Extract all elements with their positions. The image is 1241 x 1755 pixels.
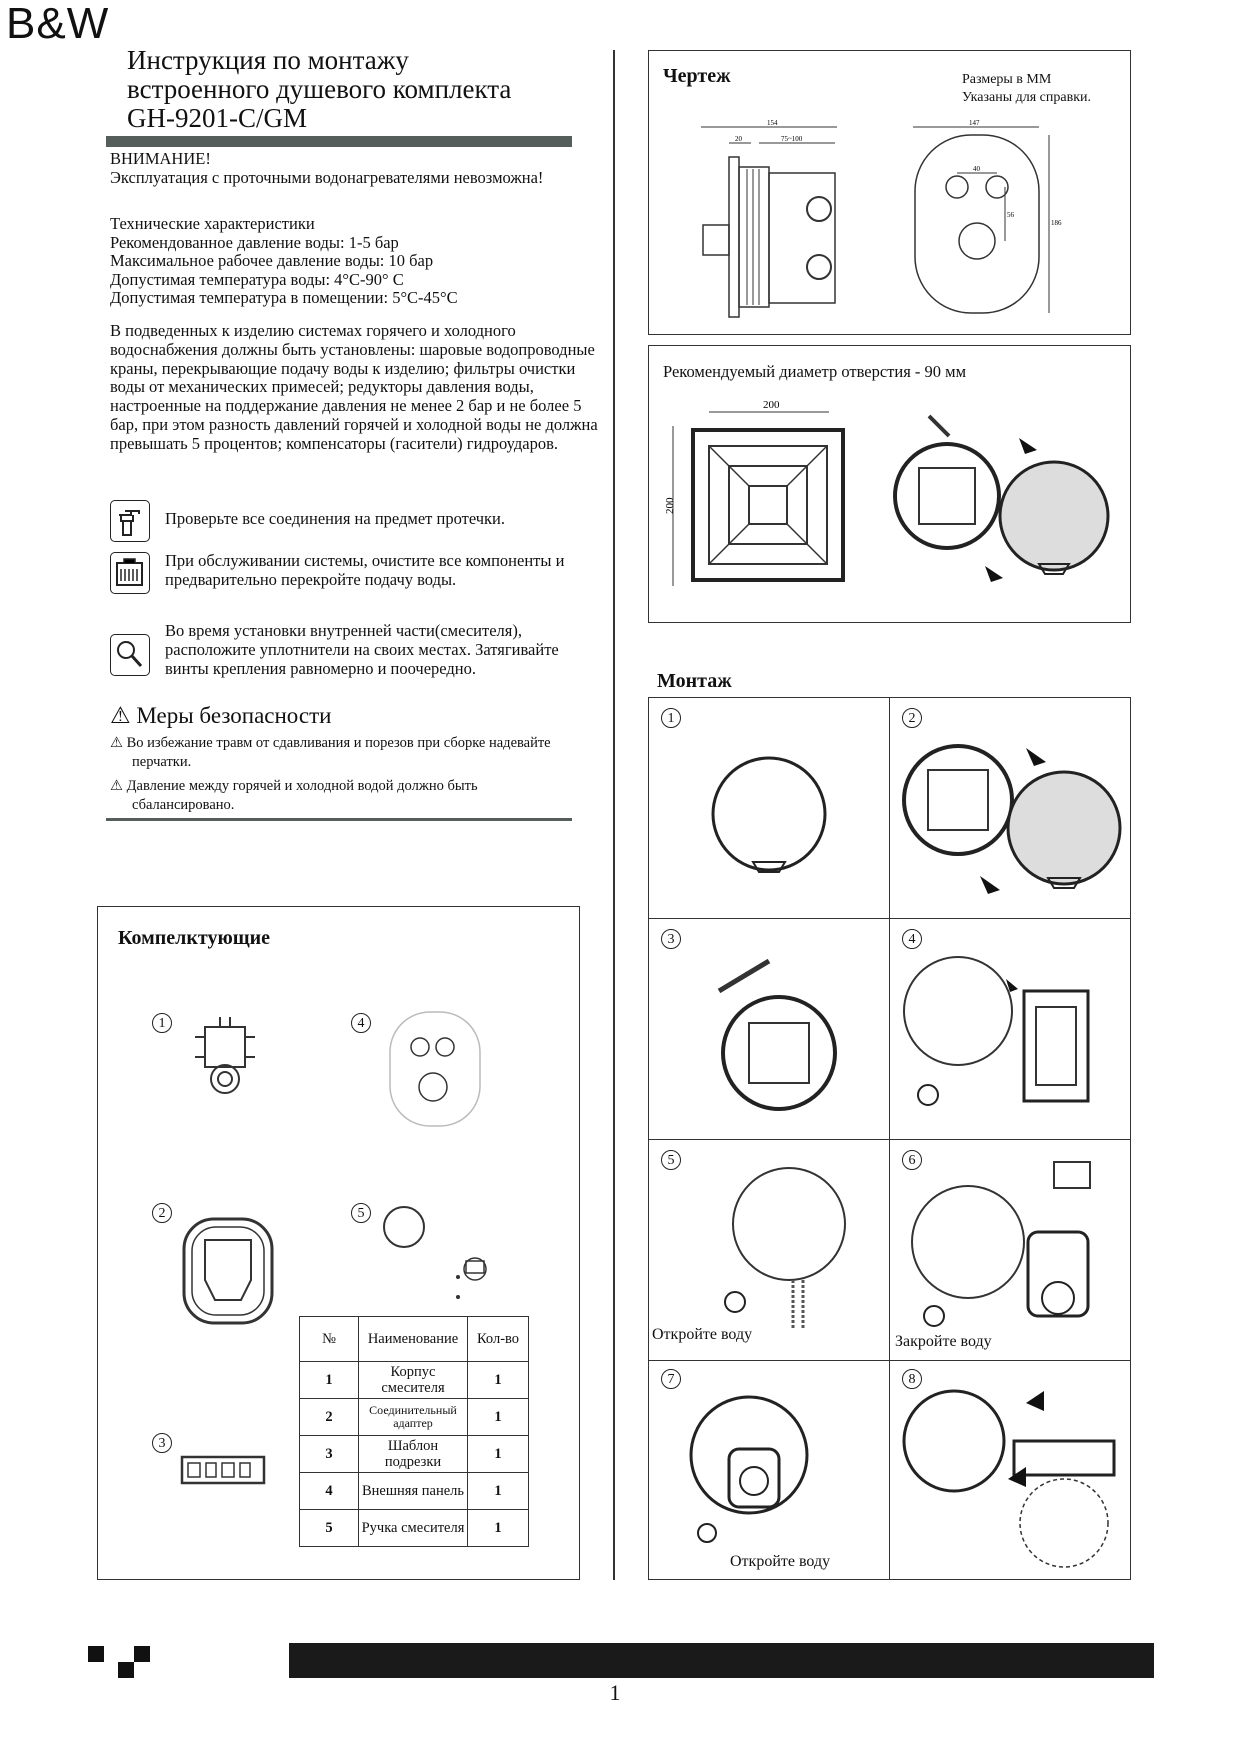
step-caption: Закройте воду	[895, 1333, 992, 1350]
brand-logo: B&W	[6, 0, 110, 48]
dim-label: 40	[973, 165, 980, 173]
table-row	[300, 1473, 529, 1510]
step-number: 2	[902, 708, 922, 728]
specs-heading: Технические характеристики	[110, 214, 315, 233]
dim-label: 154	[767, 119, 778, 127]
part-number: 1	[152, 1013, 172, 1033]
mount-step	[889, 697, 1131, 919]
parts-table	[299, 1316, 529, 1547]
footer-bar	[289, 1643, 1154, 1678]
safety-item	[110, 734, 580, 772]
table-row	[300, 1399, 529, 1436]
handle-image	[380, 1203, 490, 1308]
title-line: Инструкция по монтажу	[127, 45, 409, 75]
table-cell: Внешняя панель	[359, 1473, 468, 1510]
page-number: 1	[609, 1680, 621, 1705]
drawing-note-line: Размеры в ММ	[962, 72, 1052, 87]
tip-row	[110, 552, 590, 598]
safety-heading	[110, 703, 331, 729]
mixer-body-image	[190, 1017, 260, 1108]
part-number: 3	[152, 1433, 172, 1453]
dim-label: 200	[763, 399, 780, 411]
table-cell: 1	[468, 1362, 529, 1399]
side-view-drawing	[699, 117, 859, 327]
footer-square	[88, 1646, 104, 1662]
dim-label: 56	[1007, 211, 1014, 219]
mount-step	[889, 1139, 1131, 1361]
hole-diameter-text: Рекомендуемый диаметр отверстия - 90 мм	[663, 362, 967, 381]
mount-step	[889, 918, 1131, 1140]
mount-step	[648, 918, 890, 1140]
dim-label: 20	[735, 135, 742, 143]
table-cell: Корпус смесителя	[359, 1362, 468, 1399]
warning-heading: ВНИМАНИЕ!	[110, 149, 211, 168]
adapter-image	[180, 1215, 276, 1332]
spec-item: Допустимая температура воды: 4°С-90° С	[110, 269, 404, 289]
column-divider	[613, 50, 615, 1580]
step-image	[679, 1385, 829, 1545]
install-template-drawing	[889, 416, 1119, 601]
step-caption: Откройте воду	[730, 1553, 831, 1570]
drawing-heading: Чертеж	[663, 65, 731, 87]
warning-triangle-icon: ⚠	[110, 778, 127, 794]
warning-block	[110, 150, 580, 187]
part-number: 5	[351, 1203, 371, 1223]
table-cell: 1	[468, 1436, 529, 1473]
table-cell: 1	[300, 1362, 359, 1399]
safety-heading-text: Меры безопасности	[136, 703, 332, 728]
step-number: 4	[902, 929, 922, 949]
part-number: 2	[152, 1203, 172, 1223]
title-line: встроенного душевого комплекта	[127, 74, 512, 104]
step-image	[898, 951, 1124, 1131]
section-divider	[106, 818, 572, 821]
parts-heading: Компелктующие	[118, 927, 271, 949]
table-cell: 3	[300, 1436, 359, 1473]
tip-text: Во время установки внутренней части(смесителя), расположите уплотнители на своих местах. Затягивайте винты крепления равномерно и поочередно.	[165, 621, 559, 678]
outer-panel-image	[385, 1009, 485, 1134]
table-cell: Ручка смесителя	[359, 1510, 468, 1547]
table-row	[300, 1510, 529, 1547]
table-header: Кол-во	[468, 1317, 529, 1362]
requirements-paragraph: В подведенных к изделию системах горячего и холодного водоснабжения должны быть установлены: шаровые водопроводные краны, перекрывающие подачу воды к изделию; фильтры очистки воды от механических примесей; редукторы давления воды, настроенные на поддержание давления не менее 2 бар и не более 5 бар, при этом разность давлений горячей и холодной воды не должна превышать 5 процентов; компенсаторы (гасители) гидроударов.	[110, 321, 598, 453]
step-number: 6	[902, 1150, 922, 1170]
tip-row	[110, 500, 590, 544]
warning-triangle-icon: ⚠	[110, 703, 131, 728]
title-divider	[106, 136, 572, 147]
safety-item	[110, 777, 580, 815]
step-image	[898, 1152, 1124, 1332]
template-image	[180, 1455, 266, 1500]
table-cell: 1	[468, 1473, 529, 1510]
table-row	[300, 1436, 529, 1473]
mount-step	[648, 697, 890, 919]
faucet-icon	[110, 500, 150, 542]
magnifier-icon	[110, 634, 150, 676]
cleaning-icon	[110, 552, 150, 594]
mount-heading: Монтаж	[657, 670, 732, 692]
table-cell: Шаблон подрезки	[359, 1436, 468, 1473]
table-cell: 5	[300, 1510, 359, 1547]
table-row	[300, 1362, 529, 1399]
footer-square	[134, 1646, 150, 1662]
table-cell: Соединительный адаптер	[359, 1399, 468, 1436]
step-image	[898, 730, 1124, 910]
dim-label: 75~100	[781, 135, 803, 143]
step-image	[709, 754, 829, 874]
spec-item: Допустимая температура в помещении: 5°С-45°С	[110, 288, 458, 307]
mount-step	[648, 1360, 890, 1580]
drawing-note	[962, 71, 1091, 107]
mount-step	[889, 1360, 1131, 1580]
table-header-row	[300, 1317, 529, 1362]
safety-item-text: Во избежание травм от сдавливания и порезов при сборке надевайте перчатки.	[126, 735, 551, 770]
template-200-drawing	[663, 396, 843, 596]
step-caption: Откройте воду	[652, 1326, 753, 1343]
warning-text: Эксплуатация с проточными водонагревателями невозможна!	[110, 167, 544, 187]
table-cell: 1	[468, 1510, 529, 1547]
step-number: 1	[661, 708, 681, 728]
safety-item-text: Давление между горячей и холодной водой должно быть сбалансировано.	[126, 778, 478, 813]
warning-triangle-icon: ⚠	[110, 735, 127, 751]
tip-text: При обслуживании системы, очистите все компоненты и предварительно перекройте подачу воды.	[165, 551, 565, 589]
tip-row	[110, 621, 590, 678]
step-image	[709, 945, 839, 1125]
footer-square	[118, 1662, 134, 1678]
page-title	[127, 46, 597, 133]
spec-item: Максимальное рабочее давление воды: 10 бар	[110, 251, 434, 270]
step-image	[699, 1164, 849, 1334]
step-image	[898, 1387, 1124, 1567]
part-number: 4	[351, 1013, 371, 1033]
table-cell: 4	[300, 1473, 359, 1510]
spec-item: Рекомендованное давление воды: 1-5 бар	[110, 232, 399, 252]
step-number: 8	[902, 1369, 922, 1389]
table-header: Наименование	[359, 1317, 468, 1362]
drawing-box	[648, 50, 1131, 335]
tip-text: Проверьте все соединения на предмет протечки.	[165, 509, 506, 528]
dim-label: 186	[1051, 219, 1062, 227]
drawing-note-line: Указаны для справки.	[962, 90, 1092, 105]
step-number: 5	[661, 1150, 681, 1170]
hole-box	[648, 345, 1131, 623]
dim-label: 200	[664, 497, 676, 514]
step-number: 7	[661, 1369, 681, 1389]
front-view-drawing	[909, 117, 1062, 327]
table-cell: 2	[300, 1399, 359, 1436]
mount-step	[648, 1139, 890, 1361]
dim-label: 147	[969, 119, 980, 127]
step-number: 3	[661, 929, 681, 949]
table-header: №	[300, 1317, 359, 1362]
specs-block	[110, 215, 580, 308]
title-line: GH-9201-C/GM	[127, 103, 307, 133]
table-cell: 1	[468, 1399, 529, 1436]
